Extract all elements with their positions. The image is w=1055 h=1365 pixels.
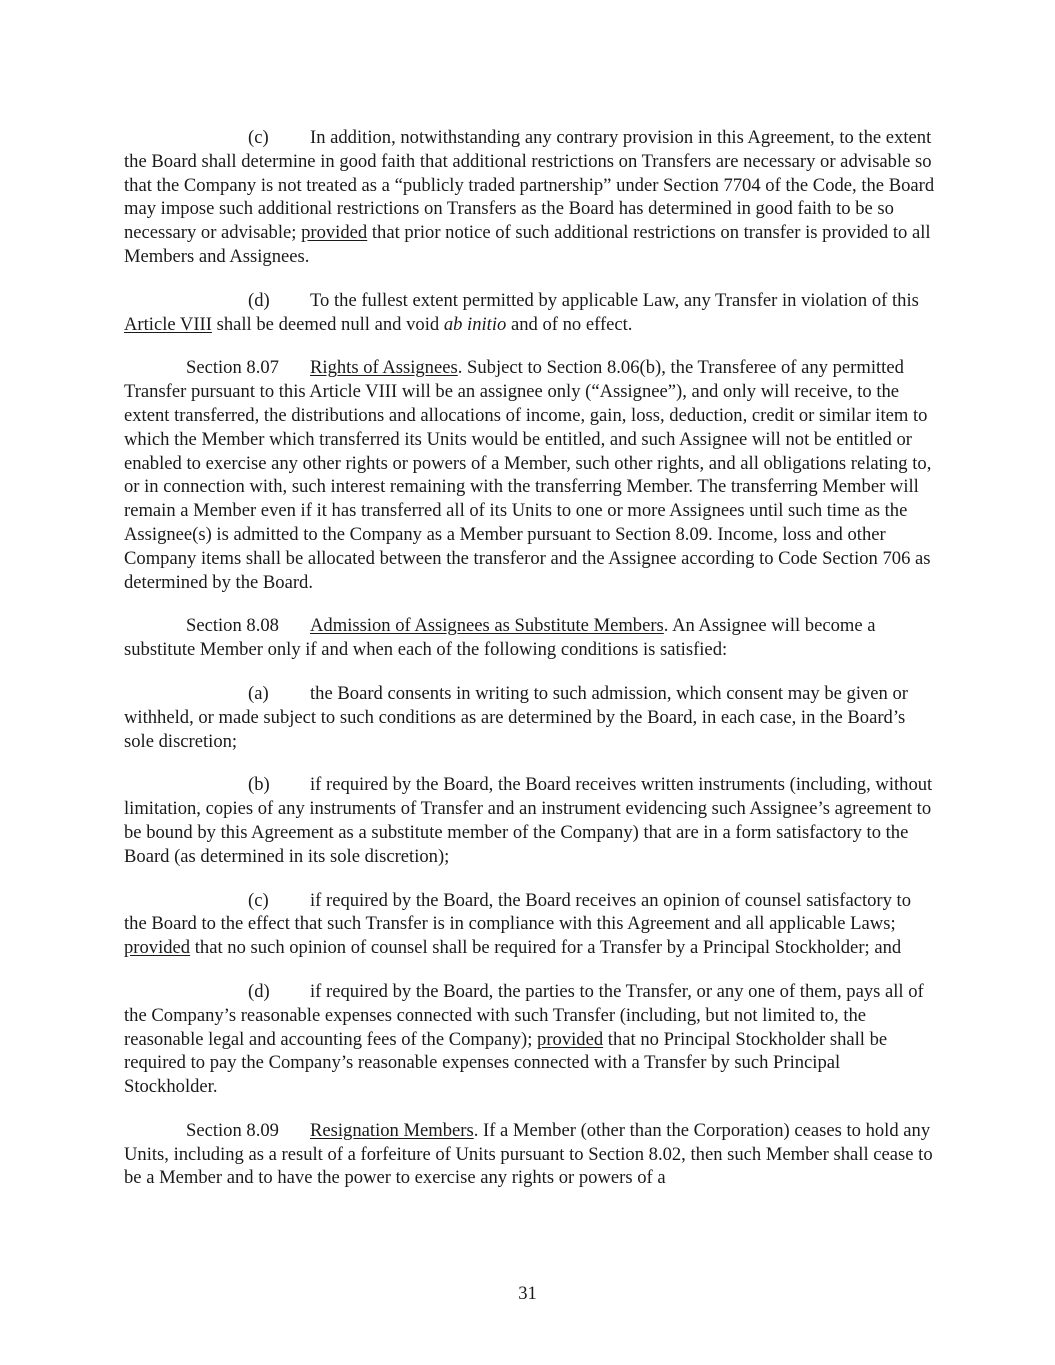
paragraph-text: if required by the Board, the parties to the Transfer, or any one of them, pays all of the Company’s reasonable expenses connected with such Transfer (including, but not limited to, the reasonable legal and accounting fees of the Company); xyxy=(124,980,924,1050)
paragraph-label: (d) xyxy=(248,289,270,311)
paragraph-8-08-a xyxy=(124,682,936,753)
paragraph-8-06-d xyxy=(124,289,936,337)
paragraph-8-08-c xyxy=(124,889,936,960)
document-body xyxy=(124,126,936,1210)
defined-term-provided: provided xyxy=(124,937,191,959)
paragraph-8-08-b xyxy=(124,773,936,868)
paragraph-text: if required by the Board, the Board receives written instruments (including, without limitation, copies of any instruments of Transfer and an instrument evidencing such Assignee’s agreement to be bound by this Agreement as a substitute member of the Company) that are in a form satisfactory to the Board (as determined in its sole discretion); xyxy=(124,774,933,867)
section-number: Section 8.08 xyxy=(186,615,279,637)
paragraph-text: and of no effect. xyxy=(506,313,633,335)
paragraph-text: if required by the Board, the Board receives an opinion of counsel satisfactory to the Board to the effect that such Transfer is in compliance with this Agreement and all applicable Laws; xyxy=(124,889,912,935)
paragraph-text: To the fullest extent permitted by applicable Law, any Transfer in violation of this xyxy=(310,289,919,311)
paragraph-text: shall be deemed null and void xyxy=(211,313,444,335)
section-8-08 xyxy=(124,614,936,662)
defined-term-provided: provided xyxy=(537,1028,604,1050)
section-number: Section 8.09 xyxy=(186,1119,279,1141)
paragraph-text: that no such opinion of counsel shall be required for a Transfer by a Principal Stockholder; and xyxy=(190,937,902,959)
section-text: . If a Member (other than the Corporation) ceases to hold any Units, including as a result of a forfeiture of Units pursuant to Section 8.02, then such Member shall cease to be a Member and to have the power to exercise any rights or powers of a xyxy=(124,1119,933,1189)
paragraph-text: that prior notice of such additional restrictions on transfer is provided to all Members and Assignees. xyxy=(124,222,931,267)
section-number: Section 8.07 xyxy=(186,357,279,379)
section-heading: Rights of Assignees xyxy=(310,357,458,379)
paragraph-text: In addition, notwithstanding any contrary provision in this Agreement, to the extent the Board shall determine in good faith that additional restrictions on Transfers are necessary or advisable so that the Company is not treated as a “publicly traded partnership” under Section 7704 of the Code, the Board may impose such additional restrictions on Transfers as the Board has determined in good faith to be so necessary or advisable; xyxy=(124,127,935,244)
page-number: 31 xyxy=(518,1283,537,1304)
paragraph-text: that no Principal Stockholder shall be required to pay the Company’s reasonable expenses connected with a Transfer by such Principal Stockholder. xyxy=(124,1028,888,1098)
section-8-09 xyxy=(124,1119,936,1190)
paragraph-label: (b) xyxy=(248,774,270,796)
paragraph-label: (c) xyxy=(248,889,269,911)
paragraph-8-08-d xyxy=(124,980,936,1099)
latin-phrase: ab initio xyxy=(443,313,507,335)
paragraph-8-06-c xyxy=(124,126,936,269)
defined-term-provided: provided xyxy=(301,222,368,244)
section-text: . Subject to Section 8.06(b), the Transferee of any permitted Transfer pursuant to this Article VIII will be an assignee only (“Assignee”), and only will receive, to the extent transferred, the distributions and allocations of income, gain, loss, deduction, credit or similar item to which the Member which transferred its Units would be entitled, and such Assignee will not be entitled or enabled to exercise any other rights or powers of a Member, such other rights, and all obligations relating to, or in connection with, such interest remaining with the transferring Member. The transferring Member will remain a Member even if it has transferred all of its Units to one or more Assignees until such time as the Assignee(s) is admitted to the Company as a Member pursuant to Section 8.09. Income, loss and other Company items shall be allocated between the transferor and the Assignee according to Code Section 706 as determined by the Board. xyxy=(124,357,932,593)
paragraph-label: (c) xyxy=(248,127,269,148)
section-heading: Resignation Members xyxy=(310,1119,474,1141)
cross-reference-article-viii: Article VIII xyxy=(124,313,212,335)
section-8-07 xyxy=(124,356,936,594)
section-text: . An Assignee will become a substitute Member only if and when each of the following conditions is satisfied: xyxy=(124,615,876,661)
paragraph-label: (a) xyxy=(248,682,269,704)
paragraph-text: the Board consents in writing to such admission, which consent may be given or withheld, or made subject to such conditions as are determined by the Board, in each case, in the Board’s sole discretion; xyxy=(124,682,908,752)
section-heading: Admission of Assignees as Substitute Members xyxy=(310,615,664,637)
paragraph-label: (d) xyxy=(248,980,270,1002)
